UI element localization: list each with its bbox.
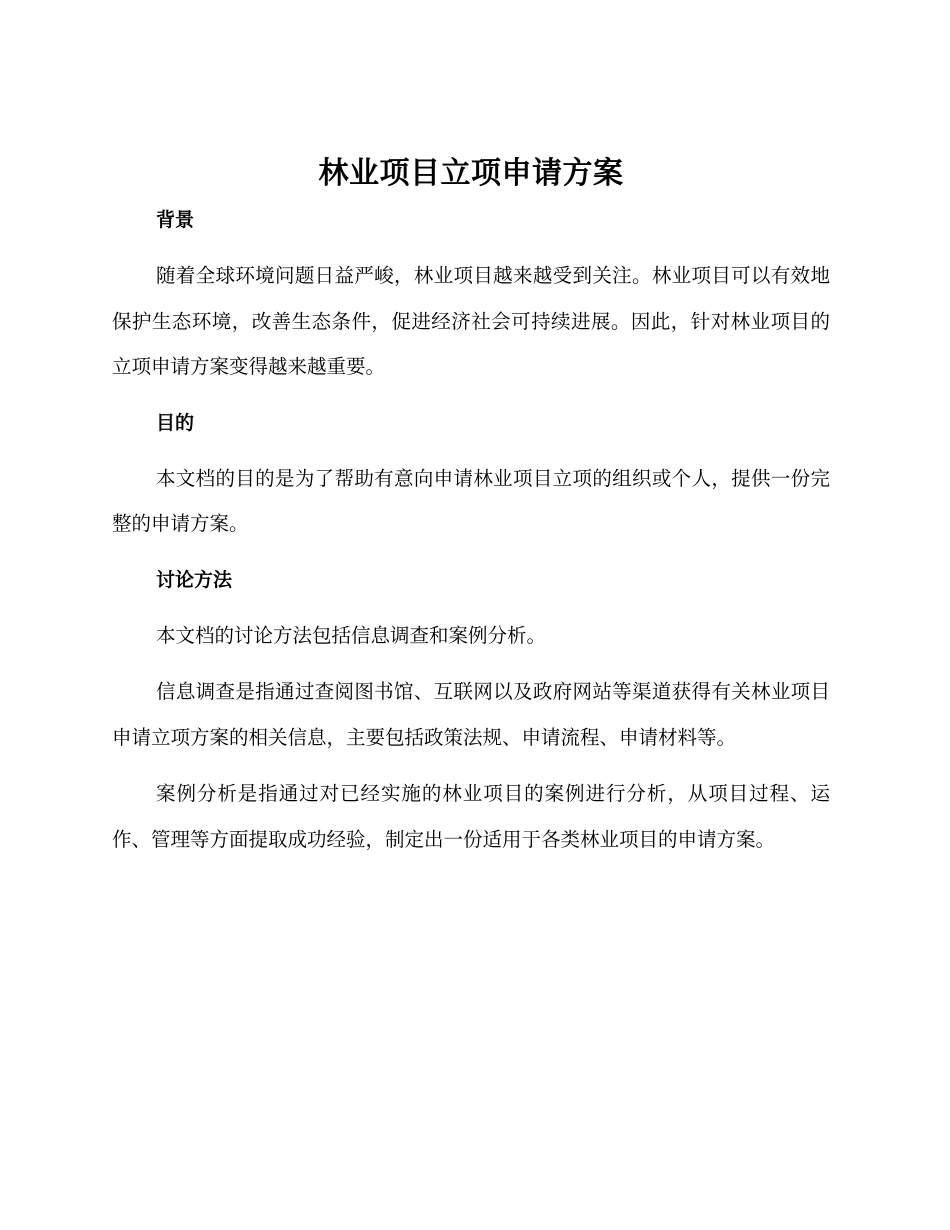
section-heading-method: 讨论方法 — [156, 568, 233, 591]
section-heading-background: 背景 — [156, 209, 195, 231]
paragraph-background: 随着全球环境问题日益严峻，林业项目越来越受到关注。林业项目可以有效地保护生态环境，改善生态条件，促进经济社会可持续进展。因此，针对林业项目的立项申请方案变得越来越重要。 — [112, 264, 830, 378]
paragraph-method-case-analysis: 案例分析是指通过对已经实施的林业项目的案例进行分析，从项目过程、运作、管理等方面提取成功经验，制定出一份适用于各类林业项目的申请方案。 — [112, 782, 830, 851]
section-heading-purpose: 目的 — [156, 411, 195, 434]
paragraph-purpose: 本文档的目的是为了帮助有意向申请林业项目立项的组织或个人，提供一份完整的申请方案。 — [112, 466, 830, 535]
document-body — [112, 152, 830, 862]
paragraph-method-investigation: 信息调查是指通过查阅图书馆、互联网以及政府网站等渠道获得有关林业项目申请立项方案的相关信息，主要包括政策法规、申请流程、申请材料等。 — [112, 680, 830, 749]
document-title: 林业项目立项申请方案 — [318, 156, 624, 191]
paragraph-method-intro: 本文档的讨论方法包括信息调查和案例分析。 — [156, 623, 547, 647]
